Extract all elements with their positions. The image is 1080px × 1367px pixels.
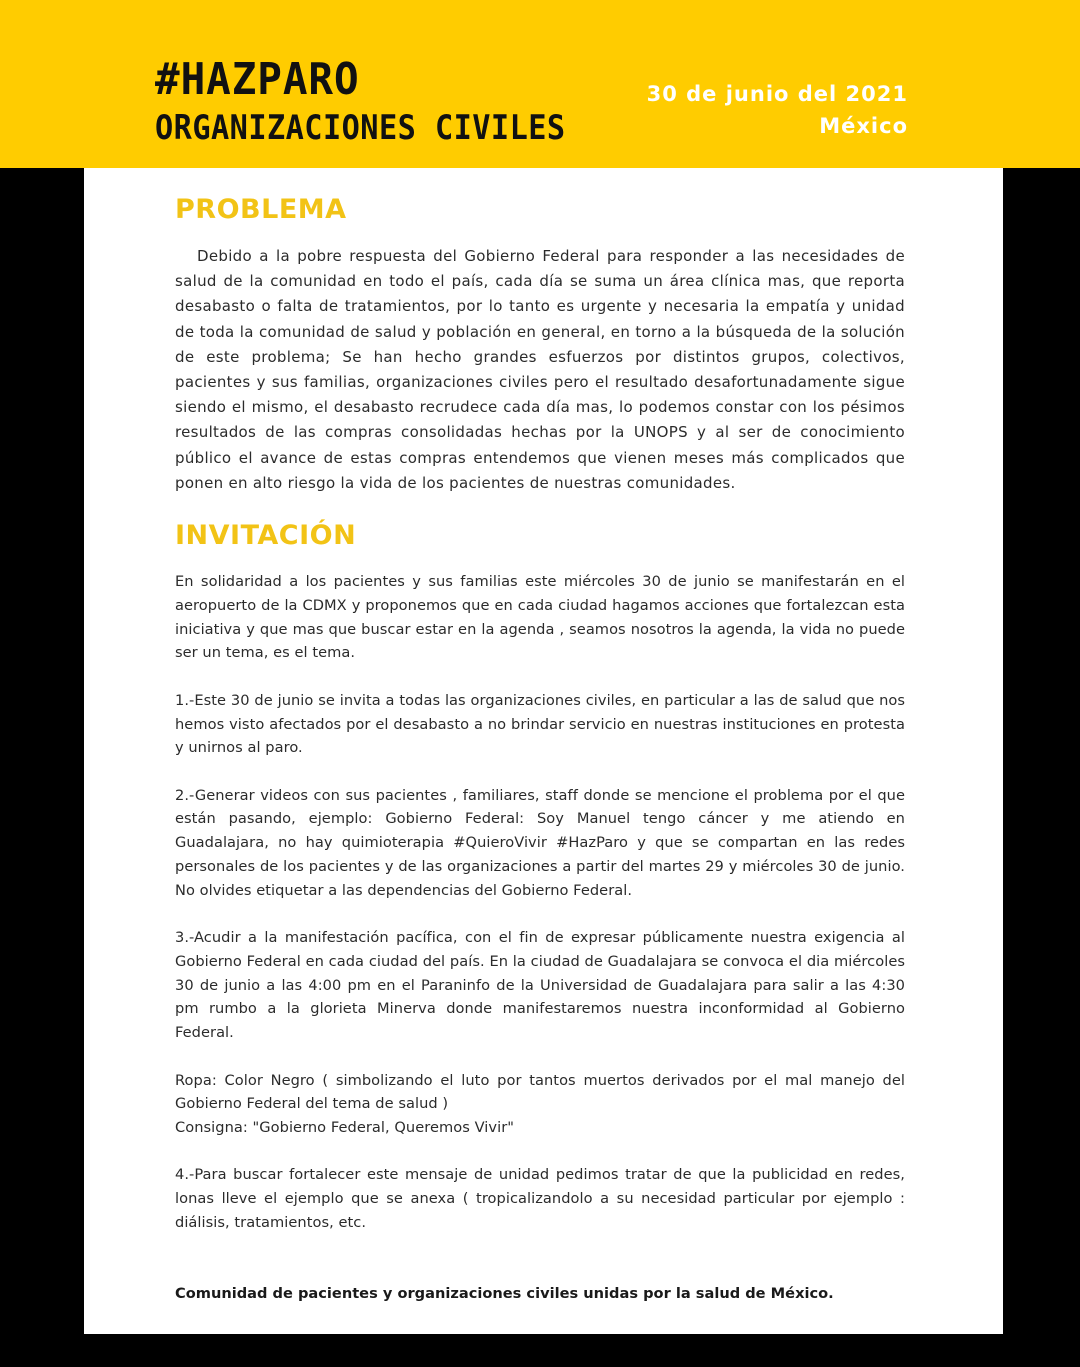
hashtag-title: #HAZPARO <box>155 54 360 105</box>
point-3: 3.-Acudir a la manifestación pacífica, con el fin de expresar públicamente nuestra exigencia al Gobierno Federal en cada ciudad del país. En la ciudad de Guadalajara se convoca el dia miércoles 30 de junio a las 4:00 pm en el Paraninfo de la Universidad de Guadalajara para salir a las 4:30 pm rumbo a la glorieta Minerva donde manifestaremos nuestra inconformidad al Gobierno Federal. <box>175 929 905 1042</box>
footer-signature: Comunidad de pacientes y organizaciones civiles unidas por la salud de México. <box>175 1284 834 1302</box>
header-banner <box>0 0 1080 168</box>
invitacion-intro: En solidaridad a los pacientes y sus familias este miércoles 30 de junio se manifestarán en el aeropuerto de la CDMX y proponemos que en cada ciudad hagamos acciones que fortalezcan esta iniciativa y que mas que buscar estar en la agenda , seamos nosotros la agenda, la vida no puede ser un tema, es el tema. <box>175 573 905 662</box>
organizations-subtitle: ORGANIZACIONES CIVILES <box>155 108 566 148</box>
problema-paragraph: Debido a la pobre respuesta del Gobierno Federal para responder a las necesidades de salud de la comunidad en todo el país, cada día se suma un área clínica mas, que reporta desabasto o falta de tratamientos, por lo tanto es urgente y necesaria la empatía y unidad de toda la comunidad de salud y población en general, en torno a la búsqueda de la solución de este problema; Se han hecho grandes esfuerzos por distintos grupos, colectivos, pacientes y sus familias, organizaciones civiles pero el resultado desafortunadamente sigue siendo el mismo, el desabasto recrudece cada día mas, lo podemos constar con los pésimos resultados de las compras consolidadas hechas por la UNOPS y al ser de conocimiento público el avance de estas compras entendemos que vienen meses más complicados que ponen en alto riesgo la vida de los pacientes de nuestras comunidades. <box>175 247 905 492</box>
point-2: 2.-Generar videos con sus pacientes , familiares, staff donde se mencione el problema por el que están pasando, ejemplo: Gobierno Federal: Soy Manuel tengo cáncer y me atiendo en Guadalajara, no hay quimioterapia #QuieroVivir #HazParo y que se compartan en las redes personales de los pacientes y de las organizaciones a partir del martes 29 y miércoles 30 de junio. No olvides etiquetar a las dependencias del Gobierno Federal. <box>175 786 905 899</box>
point-4: 4.-Para buscar fortalecer este mensaje de unidad pedimos tratar de que la publicidad en redes, lonas lleve el ejemplo que se anexa ( tropicalizandolo a su necesidad particular por ejemplo : diálisis, tratamientos, etc. <box>175 1166 905 1232</box>
invitacion-heading: INVITACIÓN <box>175 520 357 552</box>
dress-code-block <box>175 1069 905 1140</box>
consigna-line: Consigna: "Gobierno Federal, Queremos Vivir" <box>175 1119 515 1137</box>
problema-heading: PROBLEMA <box>175 194 347 225</box>
event-date: 30 de junio del 2021 <box>646 82 908 106</box>
date-location <box>647 78 908 142</box>
event-location: México <box>819 114 908 138</box>
point-1: 1.-Este 30 de junio se invita a todas las organizaciones civiles, en particular a las de salud que nos hemos visto afectados por el desabasto a no brindar servicio en nuestras instituciones en protesta y unirnos al paro. <box>175 691 905 757</box>
document-page <box>84 168 1003 1334</box>
ropa-line: Ropa: Color Negro ( simbolizando el luto por tantos muertos derivados por el mal manejo del Gobierno Federal del tema de salud ) <box>175 1071 905 1113</box>
document-content <box>175 192 905 1306</box>
